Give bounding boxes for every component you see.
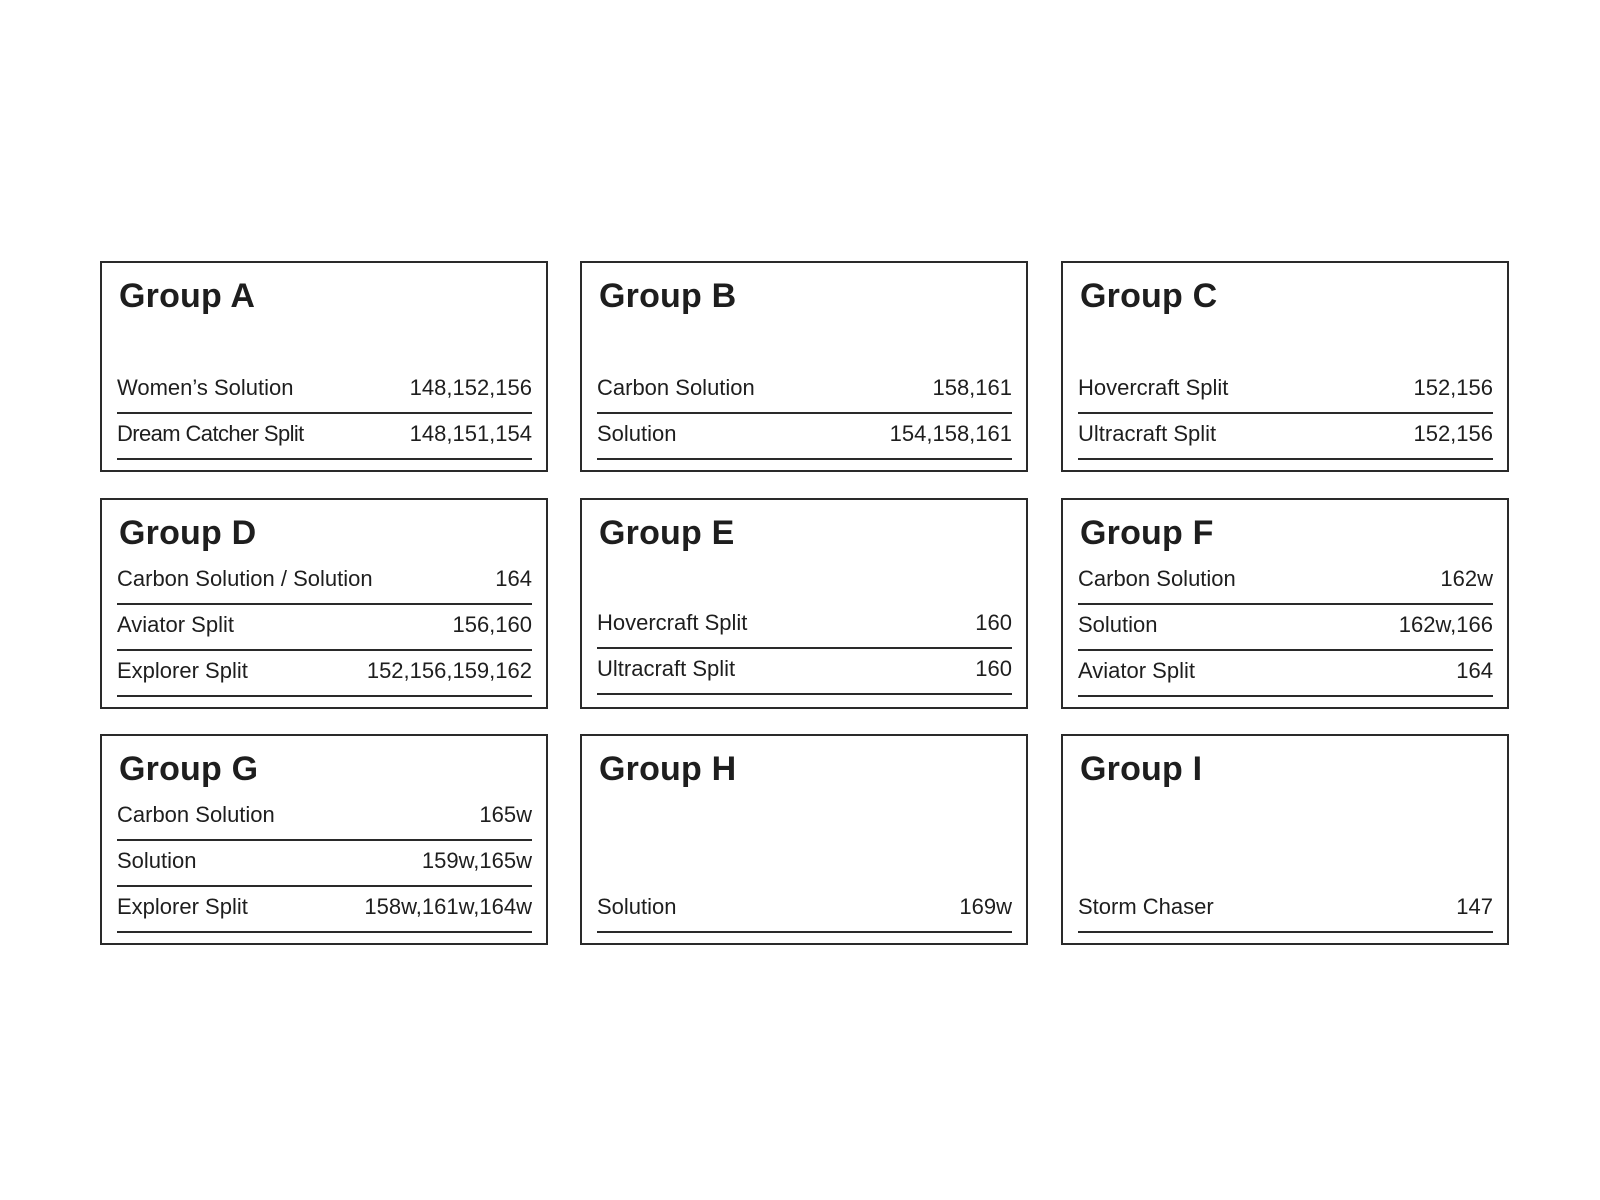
row-label: Women’s Solution [117,375,294,400]
row-value: 162w [1440,566,1493,591]
row-value: 154,158,161 [889,421,1012,446]
group-title: Group C [1080,277,1218,315]
row-label: Carbon Solution [117,802,275,827]
row-value: 160 [975,656,1012,681]
row-value: 160 [975,610,1012,635]
row-value: 148,152,156 [409,375,532,400]
row-value: 147 [1456,894,1493,919]
row-value: 152,156 [1413,421,1493,446]
group-card-i [1061,734,1509,945]
list-item [117,560,532,605]
group-rows [117,560,532,697]
list-item [117,651,532,697]
row-label: Ultracraft Split [1078,421,1217,446]
row-value: 162w,166 [1398,612,1493,637]
row-label: Explorer Split [117,658,248,683]
row-label: Storm Chaser [1078,894,1214,919]
row-label: Aviator Split [117,612,234,637]
list-item [1078,414,1493,460]
group-rows [597,604,1012,695]
group-title: Group G [119,750,259,788]
group-title: Group E [599,514,735,552]
row-value: 152,156 [1413,375,1493,400]
row-value: 152,156,159,162 [366,658,532,683]
list-item [597,649,1012,695]
row-value: 148,151,154 [409,421,532,446]
row-label: Carbon Solution [1078,566,1236,591]
group-card-f [1061,498,1509,709]
list-item [117,369,532,414]
row-value: 165w [479,802,532,827]
list-item [117,414,532,460]
list-item [1078,605,1493,651]
row-label: Carbon Solution [597,375,755,400]
list-item [597,369,1012,414]
group-rows [597,888,1012,933]
group-title: Group I [1080,750,1203,788]
list-item [117,796,532,841]
row-label: Dream Catcher Split [117,421,304,446]
list-item [597,888,1012,933]
row-value: 164 [1456,658,1493,683]
row-label: Solution [597,894,677,919]
row-label: Explorer Split [117,894,248,919]
group-card-h [580,734,1028,945]
row-label: Solution [597,421,677,446]
group-rows [1078,888,1493,933]
group-card-g [100,734,548,945]
row-value: 159w,165w [421,848,532,873]
list-item [1078,369,1493,414]
group-rows [1078,369,1493,460]
group-card-c [1061,261,1509,472]
list-item [1078,560,1493,605]
group-card-b [580,261,1028,472]
list-item [1078,651,1493,697]
group-title: Group F [1080,514,1214,552]
group-title: Group A [119,277,256,315]
group-title: Group B [599,277,737,315]
row-value: 169w [959,894,1012,919]
row-label: Hovercraft Split [1078,375,1229,400]
group-rows [117,796,532,933]
group-rows [597,369,1012,460]
group-card-d [100,498,548,709]
row-value: 164 [495,566,532,591]
row-label: Solution [1078,612,1158,637]
list-item [597,604,1012,649]
row-label: Hovercraft Split [597,610,748,635]
list-item [1078,888,1493,933]
group-rows [117,369,532,460]
group-title: Group D [119,514,257,552]
row-value: 156,160 [452,612,532,637]
row-label: Ultracraft Split [597,656,736,681]
group-rows [1078,560,1493,697]
list-item [117,841,532,887]
row-label: Solution [117,848,197,873]
row-value: 158w,161w,164w [364,894,532,919]
list-item [117,887,532,933]
row-label: Carbon Solution / Solution [117,566,373,591]
list-item [597,414,1012,460]
list-item [117,605,532,651]
group-card-a [100,261,548,472]
group-card-e [580,498,1028,709]
row-value: 158,161 [932,375,1012,400]
row-label: Aviator Split [1078,658,1195,683]
group-title: Group H [599,750,737,788]
